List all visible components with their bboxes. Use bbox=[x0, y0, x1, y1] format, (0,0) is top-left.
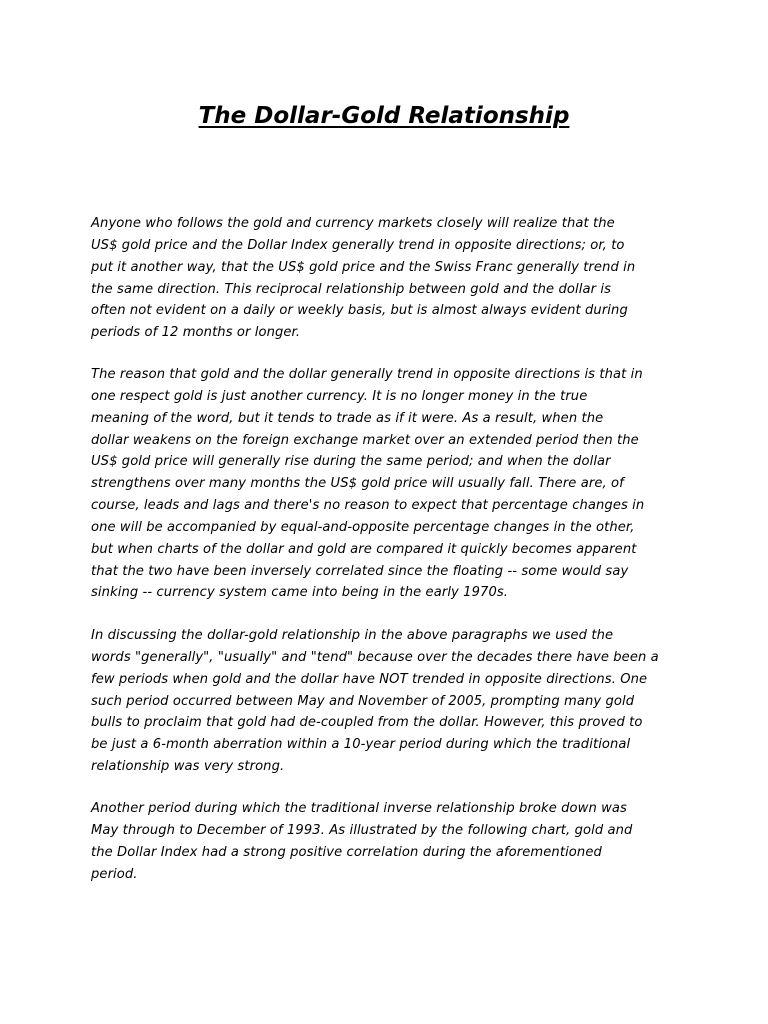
text-line: The reason that gold and the dollar generally trend in opposite directions is that in bbox=[91, 367, 643, 382]
text-line: US$ gold price and the Dollar Index generally trend in opposite directions; or, to bbox=[91, 237, 625, 253]
document-title: The Dollar-Gold Relationship bbox=[198, 103, 570, 129]
text-line: one will be accompanied by equal-and-opposite percentage changes in the other, bbox=[91, 519, 635, 535]
text-line: course, leads and lags and there's no reason to expect that percentage changes in bbox=[91, 498, 645, 514]
text-line: such period occurred between May and November of 2005, prompting many gold bbox=[91, 693, 635, 709]
text-line: often not evident on a daily or weekly basis, but is almost always evident during bbox=[91, 303, 628, 319]
text-line: be just a 6-month aberration within a 10-year period during which the traditional bbox=[91, 737, 631, 753]
text-line: period. bbox=[91, 866, 138, 882]
text-line: sinking -- currency system came into being in the early 1970s. bbox=[91, 585, 509, 601]
text-line: one respect gold is just another currency. It is no longer money in the true bbox=[91, 388, 588, 404]
text-line: meaning of the word, but it tends to trade as if it were. As a result, when the bbox=[91, 410, 604, 426]
text-line: relationship was very strong. bbox=[91, 759, 285, 775]
text-line: strengthens over many months the US$ gold price will usually fall. There are, of bbox=[91, 476, 624, 492]
text-line: Another period during which the traditional inverse relationship broke down was bbox=[91, 801, 627, 816]
text-line: that the two have been inversely correlated since the floating -- some would say bbox=[91, 563, 629, 579]
text-line: dollar weakens on the foreign exchange market over an extended period then the bbox=[91, 432, 639, 448]
text-line: periods of 12 months or longer. bbox=[91, 325, 301, 341]
text-line: the Dollar Index had a strong positive correlation during the aforementioned bbox=[91, 844, 602, 860]
text-line: bulls to proclaim that gold had de-coupled from the dollar. However, this proved to bbox=[91, 715, 643, 731]
paragraph-3 bbox=[91, 625, 691, 778]
text-line: words "generally", "usually" and "tend" because over the decades there have been a bbox=[91, 649, 659, 665]
paragraph-2 bbox=[91, 364, 691, 604]
text-line: the same direction. This reciprocal relationship between gold and the dollar is bbox=[91, 281, 611, 297]
text-line: put it another way, that the US$ gold price and the Swiss Franc generally trend in bbox=[91, 259, 636, 275]
text-line: Anyone who follows the gold and currency markets closely will realize that the bbox=[91, 216, 615, 231]
text-line: few periods when gold and the dollar have NOT trended in opposite directions. One bbox=[91, 671, 648, 687]
text-line: US$ gold price will generally rise during the same period; and when the dollar bbox=[91, 454, 611, 470]
paragraph-4 bbox=[91, 798, 691, 885]
text-line: May through to December of 1993. As illustrated by the following chart, gold and bbox=[91, 822, 633, 838]
text-line: but when charts of the dollar and gold are compared it quickly becomes apparent bbox=[91, 541, 637, 557]
text-line: In discussing the dollar-gold relationship in the above paragraphs we used the bbox=[91, 628, 614, 643]
paragraph-1 bbox=[91, 213, 691, 344]
